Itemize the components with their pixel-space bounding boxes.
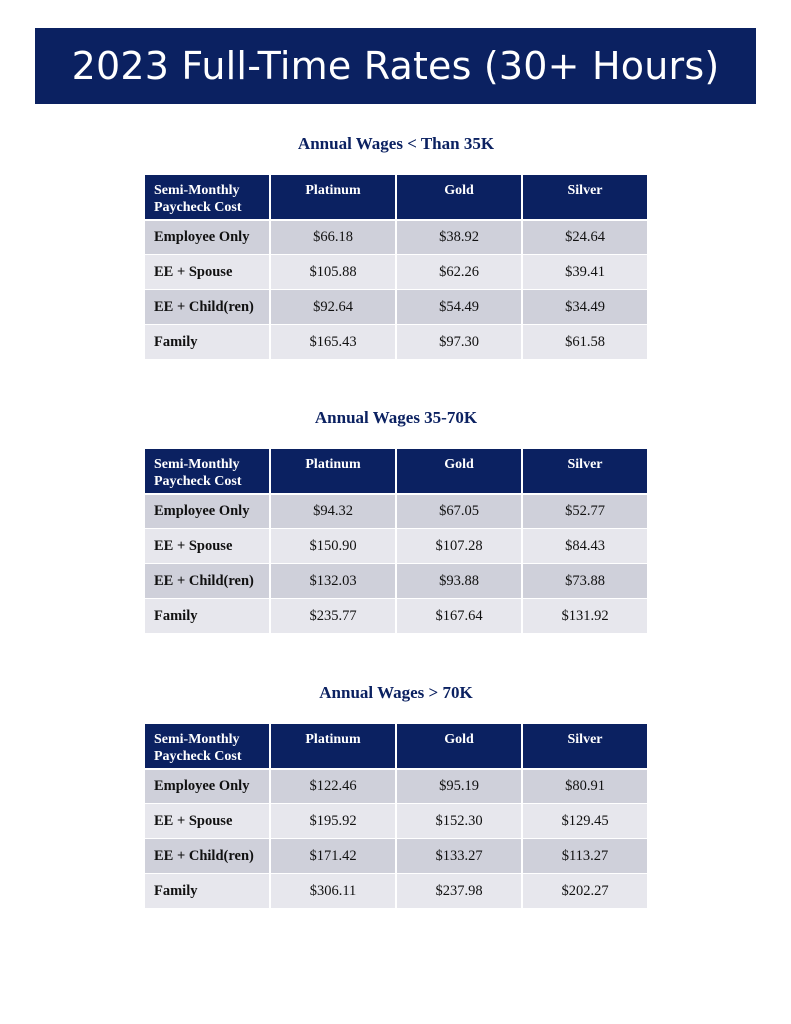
column-header: Semi-Monthly Paycheck Cost — [145, 175, 269, 219]
column-header: Silver — [521, 724, 647, 768]
rate-cell: $24.64 — [521, 219, 647, 254]
rate-cell: $38.92 — [395, 219, 521, 254]
rate-cell: $62.26 — [395, 254, 521, 289]
coverage-tier-label: Family — [145, 324, 269, 359]
column-header: Platinum — [269, 449, 395, 493]
table-row — [145, 254, 647, 289]
rate-cell: $67.05 — [395, 493, 521, 528]
rate-cell: $52.77 — [521, 493, 647, 528]
rate-cell: $167.64 — [395, 598, 521, 633]
rate-cell: $202.27 — [521, 873, 647, 908]
table-row — [145, 493, 647, 528]
table-row — [145, 873, 647, 908]
rate-cell: $306.11 — [269, 873, 395, 908]
rate-cell: $93.88 — [395, 563, 521, 598]
rate-cell: $73.88 — [521, 563, 647, 598]
coverage-tier-label: Employee Only — [145, 768, 269, 803]
rate-cell: $133.27 — [395, 838, 521, 873]
rates-section-under-35k — [145, 134, 647, 359]
rate-cell: $54.49 — [395, 289, 521, 324]
rate-cell: $152.30 — [395, 803, 521, 838]
rate-cell: $92.64 — [269, 289, 395, 324]
rate-cell: $129.45 — [521, 803, 647, 838]
rate-cell: $34.49 — [521, 289, 647, 324]
table-row — [145, 598, 647, 633]
rate-cell: $113.27 — [521, 838, 647, 873]
coverage-tier-label: EE + Child(ren) — [145, 838, 269, 873]
rate-cell: $235.77 — [269, 598, 395, 633]
table-row — [145, 563, 647, 598]
table-header-row — [145, 724, 647, 768]
rate-cell: $39.41 — [521, 254, 647, 289]
coverage-tier-label: Family — [145, 598, 269, 633]
column-header: Semi-Monthly Paycheck Cost — [145, 449, 269, 493]
rate-cell: $80.91 — [521, 768, 647, 803]
coverage-tier-label: Employee Only — [145, 493, 269, 528]
coverage-tier-label: EE + Spouse — [145, 254, 269, 289]
section-heading: Annual Wages < Than 35K — [297, 134, 495, 153]
column-header: Silver — [521, 449, 647, 493]
coverage-tier-label: EE + Child(ren) — [145, 563, 269, 598]
column-header: Platinum — [269, 724, 395, 768]
table-row — [145, 768, 647, 803]
rate-cell: $237.98 — [395, 873, 521, 908]
table-row — [145, 324, 647, 359]
page-title: 2023 Full-Time Rates (30+ Hours) — [71, 44, 720, 88]
title-banner — [35, 28, 756, 104]
column-header: Gold — [395, 175, 521, 219]
column-header: Gold — [395, 449, 521, 493]
table-row — [145, 289, 647, 324]
table-row — [145, 219, 647, 254]
rates-table — [145, 449, 647, 633]
coverage-tier-label: EE + Spouse — [145, 528, 269, 563]
section-heading: Annual Wages 35-70K — [314, 408, 478, 427]
coverage-tier-label: EE + Child(ren) — [145, 289, 269, 324]
table-header-row — [145, 175, 647, 219]
rates-table — [145, 724, 647, 908]
rate-cell: $97.30 — [395, 324, 521, 359]
rate-cell: $195.92 — [269, 803, 395, 838]
rate-cell: $95.19 — [395, 768, 521, 803]
column-header: Silver — [521, 175, 647, 219]
rates-table — [145, 175, 647, 359]
rates-section-35-70k — [145, 408, 647, 633]
rate-cell: $66.18 — [269, 219, 395, 254]
rate-cell: $61.58 — [521, 324, 647, 359]
rate-cell: $150.90 — [269, 528, 395, 563]
rate-cell: $105.88 — [269, 254, 395, 289]
table-row — [145, 838, 647, 873]
rate-cell: $132.03 — [269, 563, 395, 598]
table-row — [145, 528, 647, 563]
section-heading: Annual Wages > 70K — [319, 683, 473, 702]
rate-cell: $107.28 — [395, 528, 521, 563]
rate-cell: $171.42 — [269, 838, 395, 873]
coverage-tier-label: Employee Only — [145, 219, 269, 254]
rate-cell: $94.32 — [269, 493, 395, 528]
rate-cell: $165.43 — [269, 324, 395, 359]
rate-cell: $122.46 — [269, 768, 395, 803]
coverage-tier-label: EE + Spouse — [145, 803, 269, 838]
rates-section-over-70k — [145, 683, 647, 908]
rate-cell: $84.43 — [521, 528, 647, 563]
column-header: Platinum — [269, 175, 395, 219]
coverage-tier-label: Family — [145, 873, 269, 908]
column-header: Gold — [395, 724, 521, 768]
table-header-row — [145, 449, 647, 493]
table-row — [145, 803, 647, 838]
rate-cell: $131.92 — [521, 598, 647, 633]
column-header: Semi-Monthly Paycheck Cost — [145, 724, 269, 768]
